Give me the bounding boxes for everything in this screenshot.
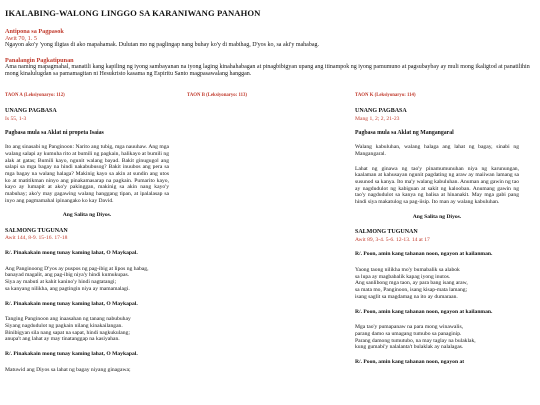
reading-heading: Pagbasa mula sa Aklat ni propeta Isaias bbox=[5, 130, 104, 137]
psalm-response: R/. Poon, amin kang tahanan noon, ngayon at bbox=[355, 359, 465, 366]
psalm-ref: Awit 144, 8-9. 15-16. 17-18 bbox=[5, 235, 68, 242]
cycle-label: TAON A (Leksiyonaryo: 112) bbox=[5, 92, 65, 98]
verse-line: Tanging Panginoon ang inaasahan ng tanang nabubuhay bbox=[5, 316, 131, 323]
psalm-verse bbox=[5, 266, 169, 293]
reading-ref: Is 55, 1-3 bbox=[5, 115, 27, 122]
antiphon-text: Ngayon ako'y 'yong iligtas di ako mapahamak. Dulutan mo ng paglingap nang buhay ko'y di mabihag, D'yos ko, sa aki'y mahabag. bbox=[5, 42, 320, 48]
verse-line: sa mata mo, Panginoon, isang kisap-mata lamang; bbox=[355, 287, 468, 294]
reading-heading: Pagbasa mula sa Aklat ng Mangangaral bbox=[355, 130, 454, 137]
psalm-response: R/. Poon, amin kang tahanan noon, ngayon at kailanman. bbox=[355, 308, 493, 315]
reading-body: Lahat ng ginawa ng tao'y pinamumunuhan niya ng karunungan, kaalaman at kahusayan ngunit pagdating ng araw ay maiiwan lamang sa susunod sa kanya. Ito ma'y walang kabuluhan. Anuman ang gawin ng tao ay nagdudulot ng kabiguan at sakit ng kalooban. Anumang gawin ng tao'y nagdudulot sa kanya ng balisa at hinanakit. May mga gabi pang hindi siya makatulog sa pag-iisip. Ito man ay walang kabuluhan. bbox=[355, 165, 519, 206]
reading-ref: Mang 1, 2; 2, 21-23 bbox=[355, 115, 400, 122]
prayer-title: Panalangin Pagkatipunan bbox=[5, 57, 74, 65]
psalm-title: SALMONG TUGUNAN bbox=[355, 229, 418, 236]
verse-line: Matuwid ang Diyos sa lahat ng bagay niyang ginagawa; bbox=[5, 366, 131, 373]
verse-line: banayad magalit, ang pag-ibig niya'y hindi kumukupas. bbox=[5, 272, 130, 279]
verse-line: isang saglit sa magdamag na ito ay dumaraan. bbox=[355, 293, 458, 300]
cycle-label: TAON B (Leksiyonaryo: 113) bbox=[187, 92, 248, 98]
reading-title: UNANG PAGBASA bbox=[5, 108, 57, 115]
readings-columns bbox=[5, 93, 535, 382]
acclamation: Ang Salita ng Diyos. bbox=[412, 213, 462, 220]
verse-line: sa lupa ay magbabalik kapag iyong inutos. bbox=[355, 273, 451, 280]
psalm-title: SALMONG TUGUNAN bbox=[5, 228, 68, 235]
verse-line: Parang damong tumutubo, na may taglay na bulaklak, bbox=[355, 337, 476, 344]
column-year-k bbox=[355, 93, 519, 382]
psalm-response: R/. Pinakakain mong tunay kaming lahat, O Maykapal. bbox=[5, 300, 138, 307]
verse-line: anupa't ang lahat ay may tinatanggap na kasiyahan. bbox=[5, 336, 120, 343]
reading-body: Walang kabuluhan, walang halaga ang lahat ng bagay, sinabi ng Mangangaral. bbox=[355, 144, 519, 157]
column-year-a bbox=[5, 93, 169, 382]
cycle-label: TAON K (Leksiyonaryo: 114) bbox=[355, 92, 416, 98]
verse-line: sa kanyang nilikha, ang pagtingin niya ay mamamalagi. bbox=[5, 285, 130, 292]
psalm-verse bbox=[5, 316, 169, 343]
column-year-b bbox=[187, 93, 337, 382]
verse-line: kung gumabi'y nalalanta't bulaklak ay nalalagas. bbox=[355, 344, 464, 351]
psalm-verse bbox=[355, 267, 519, 301]
verse-line: Siyang nagdudulot ng pagkain nilang kinakailangan. bbox=[5, 323, 123, 329]
verse-line: Ang sanlibong mga taon, ay para bang isang araw, bbox=[355, 280, 468, 287]
verse-line: Yaong taong nilikha mo'y bumabalik sa alabok bbox=[355, 267, 460, 274]
reading-body: Ito ang sinasabi ng Panginoon: Narito ang tubig, mga nauuhaw. Ang mga walang salapi ay kumuha rito at bumili ng pagkain, halikayo at bumili ng alak at gatas; Bumili kayo, ngunit walang bayad. Bakit ginugugol ang salapi sa mga bagay na hindi nakabubusog? Bakit inuubos ang pera sa mga bagay na walang halaga? Makinig kayo sa akin at sundin ang utos ko at matitikman ninyo ang pinakamasarap na pagkain. Pumarito kayo, kayo ay lumapit at ako'y pakinggan, makinig sa akin nang kayo'y mabuhay; ako'y may gagawing walang hanggang tipan, at ipalalasap sa inyo ang pagmamahal ipinangako ko kay David. bbox=[5, 144, 169, 204]
antiphon-ref: Awit 70, 1. 5 bbox=[5, 35, 37, 42]
antiphon-title: Antipona sa Pagpasok bbox=[5, 28, 64, 35]
psalm-verse bbox=[5, 367, 169, 374]
prayer-text: Ama naming mapagmahal, manatili kang kapiling ng iyong sambayanan na iyong laging kinahahabagan at pinagbibigyan upang ang itinampok ng iyong pamumuno at pagsubaybay ay muli mong ikaligtod at panatilihin mong kinalulugdan sa pamamagitan ni Hesukristo kasama ng Espiritu Santo magpasawalang hanggan. bbox=[5, 64, 530, 78]
psalm-response: R/. Poon, amin kang tahanan noon, ngayon at kailanman. bbox=[355, 251, 493, 258]
verse-line: parang damo sa umagang tumubo sa panaginip. bbox=[355, 331, 462, 337]
verse-line: Binibigyan sila nang sapat na sapat, hindi nagkukulang; bbox=[5, 329, 130, 336]
psalm-verse bbox=[355, 324, 519, 351]
psalm-response: R/. Pinakakain mong tunay kaming lahat, O Maykapal. bbox=[5, 351, 138, 358]
verse-line: Siya ay mabuti at kahit kanino'y hindi nagtatangi; bbox=[5, 279, 117, 286]
reading-title: UNANG PAGBASA bbox=[355, 108, 407, 115]
psalm-response: R/. Pinakakain mong tunay kaming lahat, O Maykapal. bbox=[5, 250, 138, 257]
verse-line: Ang Panginoong D'yos ay puspos ng pag-ibig at lipos ng habag, bbox=[5, 265, 149, 272]
page-title: IKALABING-WALONG LINGGO SA KARANIWANG PANAHON bbox=[5, 8, 261, 18]
verse-line: Mga tao'y pumapanaw na para mong winawalis, bbox=[355, 324, 464, 331]
psalm-ref: Awit 89, 3-4. 5-6. 12-13. 14 at 17 bbox=[355, 236, 430, 243]
acclamation: Ang Salita ng Diyos. bbox=[62, 212, 112, 219]
